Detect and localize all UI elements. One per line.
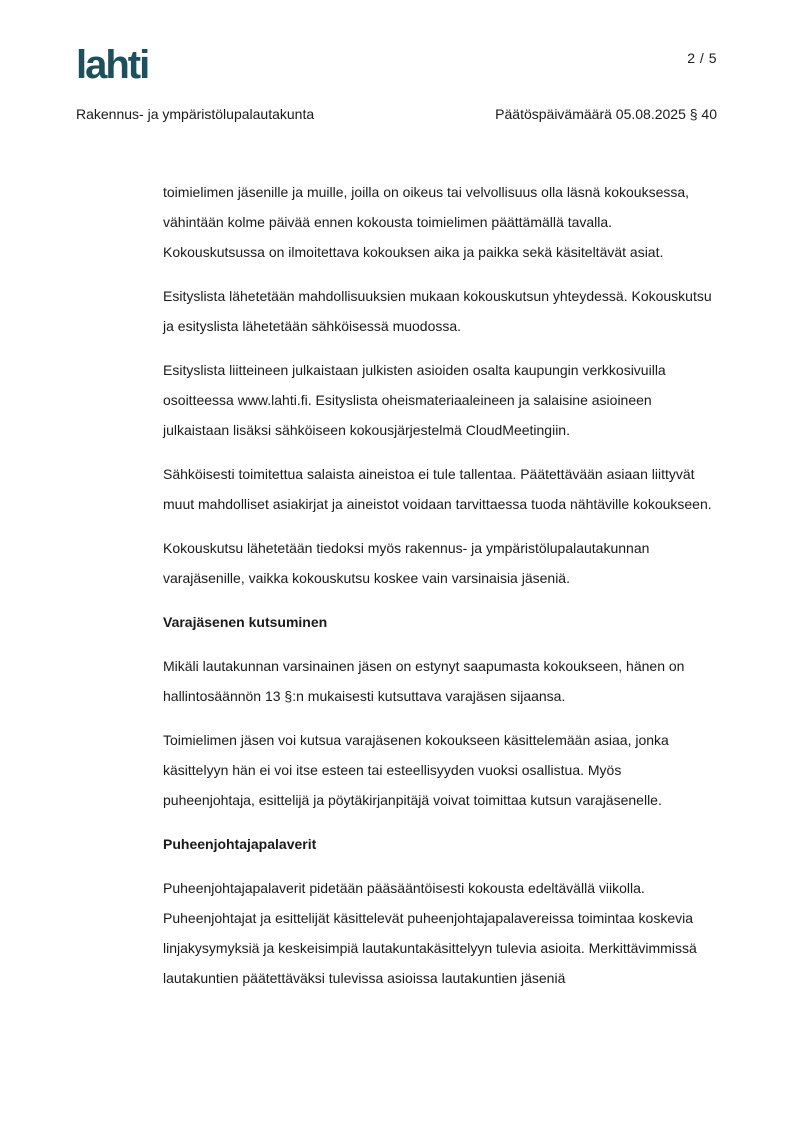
body-paragraph: Mikäli lautakunnan varsinainen jäsen on estynyt saapumasta kokoukseen, hänen on hallintosäännön 13 §:n mukaisesti kutsuttava varajäsen sijaansa. bbox=[163, 658, 685, 704]
decision-date: Päätöspäivämäärä 05.08.2025 § 40 bbox=[495, 106, 717, 122]
body-paragraph: Kokouskutsu lähetetään tiedoksi myös rakennus- ja ympäristölupalautakunnan varajäsenille, vaikka kokouskutsu koskee vain varsinaisia jäseniä. bbox=[163, 540, 650, 586]
document-header bbox=[76, 106, 717, 122]
body-paragraph: Esityslista lähetetään mahdollisuuksien mukaan kokouskutsun yhteydessä. Kokouskutsu ja esityslista lähetetään sähköisessä muodossa. bbox=[163, 288, 712, 334]
committee-name: Rakennus- ja ympäristölupalautakunta bbox=[76, 106, 315, 122]
page-number: 2 / 5 bbox=[687, 50, 717, 66]
document-body bbox=[163, 177, 717, 1007]
body-paragraph: toimielimen jäsenille ja muille, joilla on oikeus tai velvollisuus olla läsnä kokouksessa, vähintään kolme päivää ennen kokousta toimielimen päättämällä tavalla. Kokouskutsussa on ilmoitettava kokouksen aika ja paikka sekä käsiteltävät asiat. bbox=[163, 184, 690, 260]
lahti-logo bbox=[76, 46, 166, 82]
svg-text:lahti: lahti bbox=[76, 46, 149, 82]
body-paragraph: Esityslista liitteineen julkaistaan julkisten asioiden osalta kaupungin verkkosivuilla osoitteessa www.lahti.fi. Esityslista oheismateriaaleineen ja salaisine asioineen julkaistaan lisäksi sähköiseen kokousjärjestelmä CloudMeetingiin. bbox=[163, 362, 666, 438]
body-paragraph: Sähköisesti toimitettua salaista aineistoa ei tule tallentaa. Päätettävään asiaan liittyvät muut mahdolliset asiakirjat ja aineistot voidaan tarvittaessa tuoda nähtäville kokoukseen. bbox=[163, 466, 712, 512]
section-heading: Puheenjohtajapalaverit bbox=[163, 836, 317, 852]
body-paragraph: Toimielimen jäsen voi kutsua varajäsenen kokoukseen käsittelemään asiaa, jonka käsittelyyn hän ei voi itse esteen tai esteellisyyden vuoksi osallistua. Myös puheenjohtaja, esittelijä ja pöytäkirjanpitäjä voivat toimittaa kutsun varajäsenelle. bbox=[163, 732, 669, 808]
section-heading: Varajäsenen kutsuminen bbox=[163, 614, 328, 630]
body-paragraph: Puheenjohtajapalaverit pidetään pääsääntöisesti kokousta edeltävällä viikolla. Puheenjohtajat ja esittelijät käsittelevät puheenjohtajapalavereissa toimintaa koskevia linjakysymyksiä ja keskeisimpiä lautakuntakäsittelyyn tulevia asioita. Merkittävimmissä lautakuntien päätettäväksi tulevissa asioissa lautakuntien jäseniä bbox=[163, 880, 697, 986]
